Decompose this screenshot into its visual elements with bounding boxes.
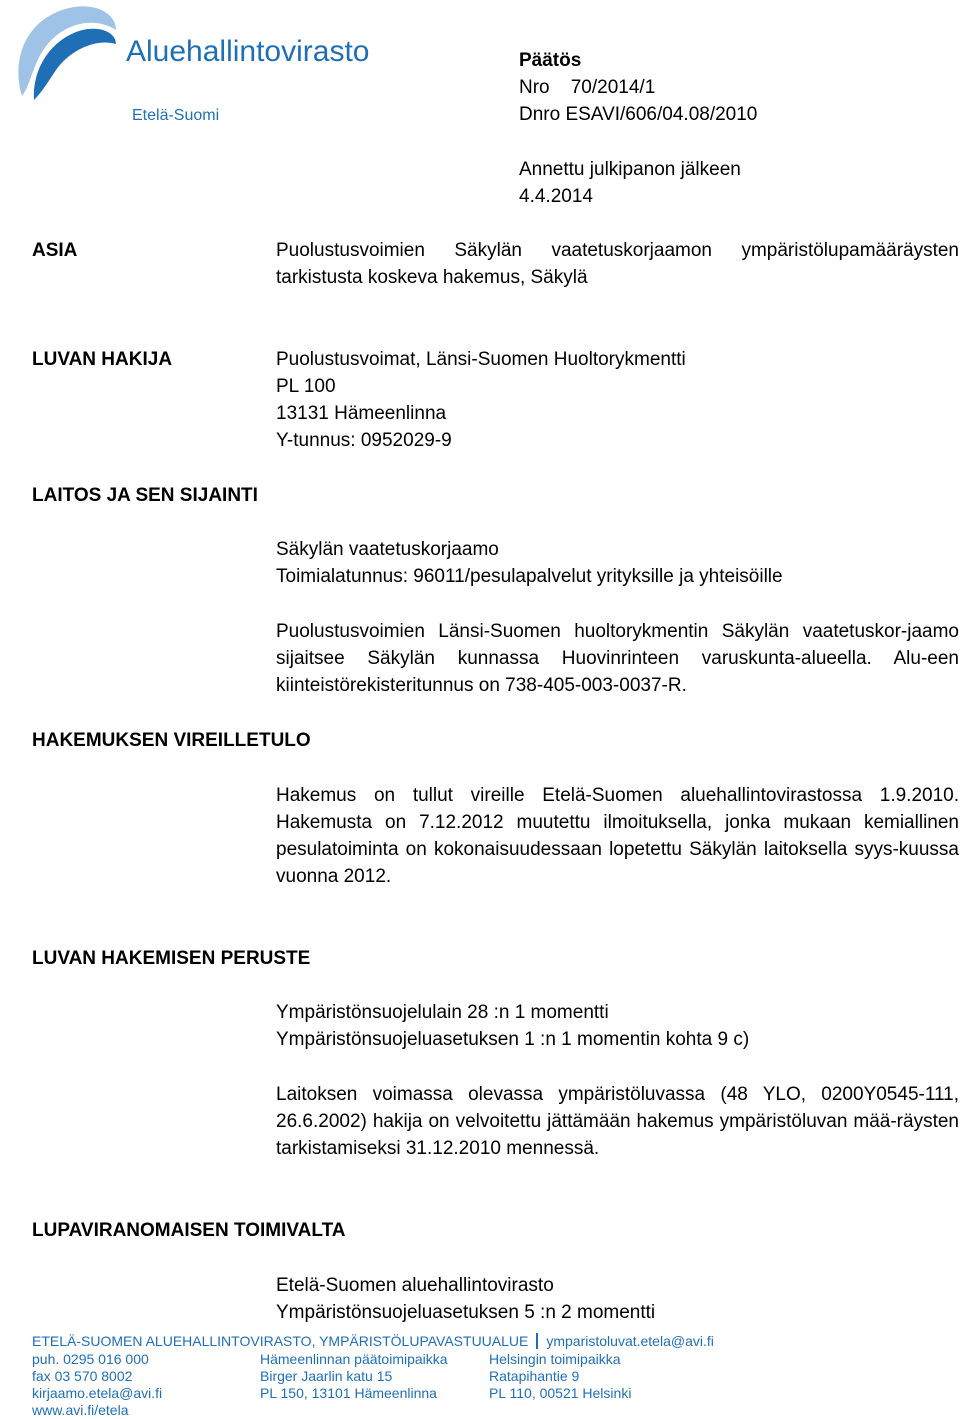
section-label-applicant: LUVAN HAKIJA xyxy=(32,349,173,370)
footer-office-street: Birger Jaarlin katu 15 xyxy=(260,1368,393,1384)
footer-office-name: Helsingin toimipaikka xyxy=(489,1351,621,1367)
footer-office-postal: PL 110, 00521 Helsinki xyxy=(489,1385,632,1401)
record-number: Dnro ESAVI/606/04.08/2010 xyxy=(519,104,758,125)
footer-office-street: Ratapihantie 9 xyxy=(489,1368,580,1384)
basis-line: Ympäristönsuojeluasetuksen 1 :n 1 momentin kohta 9 c) xyxy=(276,1029,750,1050)
logo-wordmark: Aluehallintovirasto xyxy=(126,35,370,68)
document-type: Päätös xyxy=(519,50,582,71)
region-name: Etelä-Suomi xyxy=(132,107,220,124)
applicant-line: 13131 Hämeenlinna xyxy=(276,403,447,424)
footer-title: ETELÄ-SUOMEN ALUEHALLINTOVIRASTO, YMPÄRISTÖLUPAVASTUUALUE xyxy=(32,1333,529,1349)
basis-line: Ympäristönsuojelulain 28 :n 1 momentti xyxy=(276,1002,609,1023)
footer-phone: puh. 0295 016 000 xyxy=(32,1351,149,1367)
footer-separator xyxy=(536,1333,538,1349)
applicant-line: Y-tunnus: 0952029-9 xyxy=(276,430,452,451)
footer-registry-email[interactable]: kirjaamo.etela@avi.fi xyxy=(32,1385,163,1401)
applicant-line: Puolustusvoimat, Länsi-Suomen Huoltorykmentti xyxy=(276,349,686,370)
section-label-filing: HAKEMUKSEN VIREILLETULO xyxy=(32,730,311,751)
asia-text: Puolustusvoimien Säkylän vaatetuskorjaamon ympäristölupamääräysten tarkistusta koskeva hakemus, Säkylä xyxy=(276,240,959,288)
footer-email[interactable]: ymparistoluvat.etela@avi.fi xyxy=(546,1333,714,1349)
decision-number: Nro 70/2014/1 xyxy=(519,77,656,98)
footer-contact-column xyxy=(32,1351,162,1419)
facility-paragraph: Puolustusvoimien Länsi-Suomen huoltorykmentin Säkylän vaatetuskor-jaamo sijaitsee Säkylän kunnassa Huovinrinteen varuskunta-alueella. Alu-een kiinteistörekisteritunnus on 738-405-003-0037-R. xyxy=(276,621,959,696)
footer-hameenlinna-column xyxy=(260,1351,448,1402)
footer-website[interactable]: www.avi.fi/etela xyxy=(32,1402,129,1418)
facility-line: Toimialatunnus: 96011/pesulapalvelut yrityksille ja yhteisöille xyxy=(276,566,783,587)
section-label-authority: LUPAVIRANOMAISEN TOIMIVALTA xyxy=(32,1220,346,1241)
footer-helsinki-column xyxy=(489,1351,631,1402)
filing-paragraph: Hakemus on tullut vireille Etelä-Suomen aluehallintovirastossa 1.9.2010. Hakemusta on 7.12.2012 muutettu ilmoituksella, jonka mukaan kemiallinen pesulatoiminta on kokonaisuudessaan lopetettu Säkylän laitoksella syys-kuussa vuonna 2012. xyxy=(276,785,959,887)
issued-note: Annettu julkipanon jälkeen xyxy=(519,159,741,180)
section-label-asia: ASIA xyxy=(32,240,78,261)
authority-line: Ympäristönsuojeluasetuksen 5 :n 2 momentti xyxy=(276,1302,656,1323)
basis-paragraph: Laitoksen voimassa olevassa ympäristöluvassa (48 YLO, 0200Y0545-111, 26.6.2002) hakija on velvoitettu jättämään hakemus ympäristöluvan mää-räysten tarkistamiseksi 31.12.2010 mennessä. xyxy=(276,1084,959,1159)
footer-office-name: Hämeenlinnan päätoimipaikka xyxy=(260,1351,448,1367)
footer-office-postal: PL 150, 13101 Hämeenlinna xyxy=(260,1385,437,1401)
footer-title-row xyxy=(32,1333,714,1350)
section-label-facility: LAITOS JA SEN SIJAINTI xyxy=(32,485,258,506)
avi-logo-icon xyxy=(12,4,120,102)
footer-fax: fax 03 570 8002 xyxy=(32,1368,133,1384)
facility-line: Säkylän vaatetuskorjaamo xyxy=(276,539,499,560)
issued-date: 4.4.2014 xyxy=(519,186,593,207)
section-label-basis: LUVAN HAKEMISEN PERUSTE xyxy=(32,948,311,969)
authority-line: Etelä-Suomen aluehallintovirasto xyxy=(276,1275,554,1296)
applicant-line: PL 100 xyxy=(276,376,336,397)
